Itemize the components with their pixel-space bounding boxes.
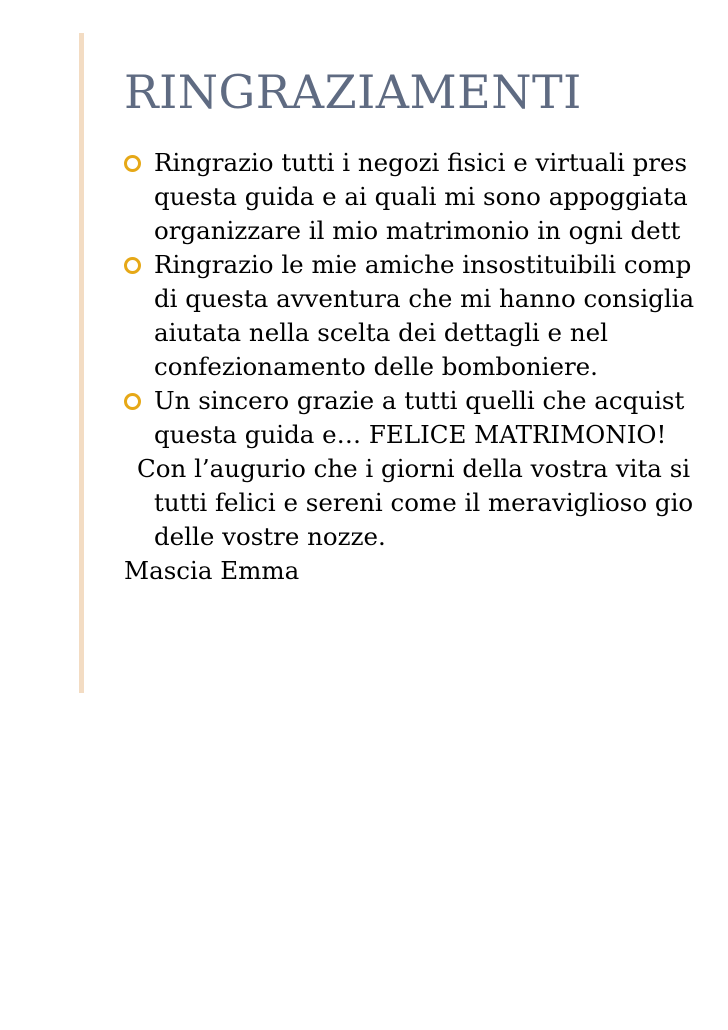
ring-bullet-icon [124,257,141,274]
text-line: di questa avventura che mi hanno consiglia [154,284,695,313]
signature: Mascia Emma [124,556,300,585]
text-line: aiutata nella scelta dei dettagli e nel [154,318,608,347]
accent-bar [79,33,84,693]
closing-paragraph [124,452,728,554]
text-line: Con l’augurio che i giorni della vostra vita si [137,454,691,483]
text-line: Ringrazio le mie amiche insostituibili comp [124,248,728,282]
text-line: tutti felici e sereni come il meraviglioso gio [154,488,694,517]
slide-content [124,146,728,588]
text-line: questa guida e… FELICE MATRIMONIO! [154,420,667,449]
text-line: Ringrazio tutti i negozi fisici e virtuali pres [124,146,728,180]
text-line: confezionamento delle bomboniere. [154,352,598,381]
text-line: Un sincero grazie a tutti quelli che acquist [124,384,728,418]
bullet-paragraph [124,146,728,248]
ring-bullet-icon [124,393,141,410]
ring-bullet-icon [124,155,141,172]
slide-title: RINGRAZIAMENTI [124,65,582,119]
text-line: organizzare il mio matrimonio in ogni dett [154,216,681,245]
text-line: delle vostre nozze. [154,522,386,551]
text-line: questa guida e ai quali mi sono appoggiata [154,182,688,211]
bullet-paragraph [124,384,728,452]
bullet-paragraph [124,248,728,384]
